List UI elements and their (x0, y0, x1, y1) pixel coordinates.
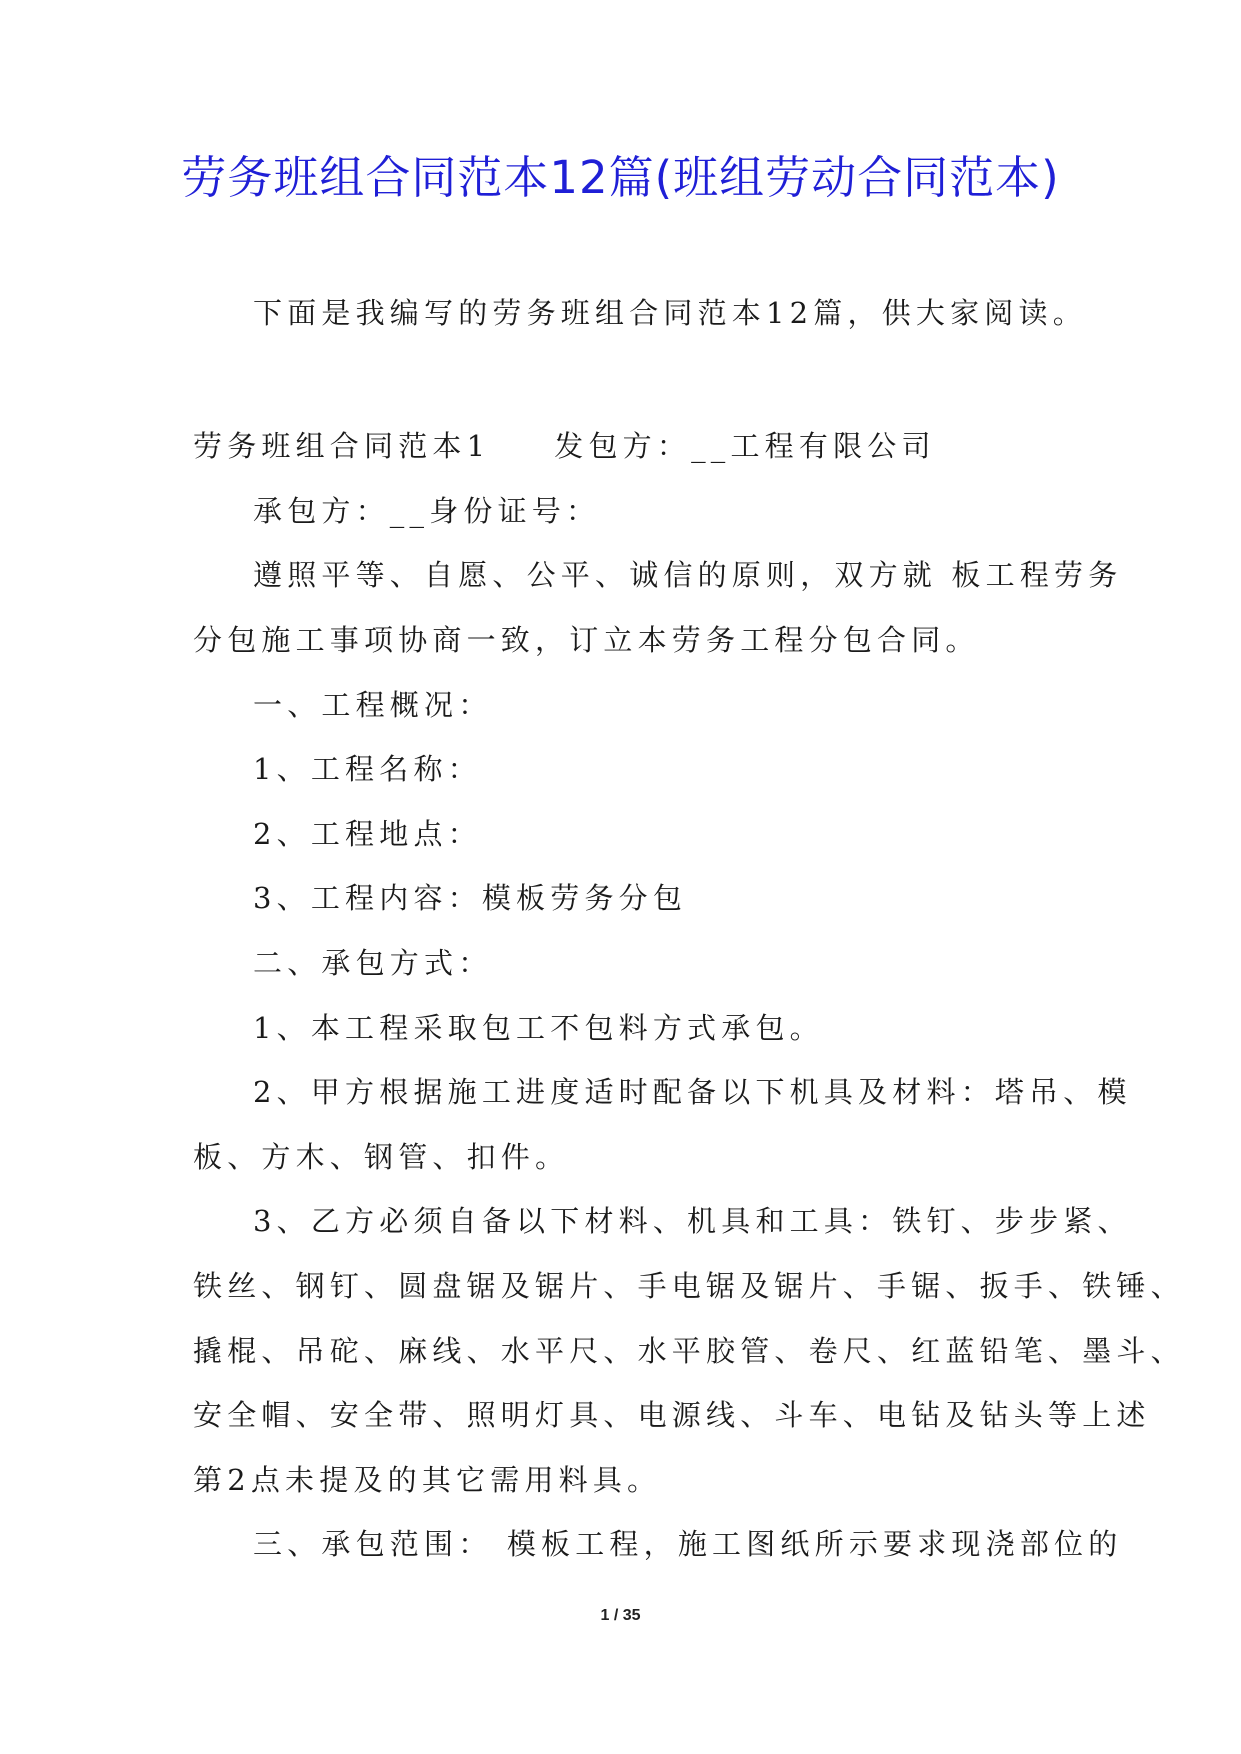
body-line: 承包方：__身份证号： (253, 494, 601, 528)
section-heading: 三、承包范围： 模板工程，施工图纸所示要求现浇部位的 (253, 1527, 1123, 1561)
contractor-party-line: 发包方：__工程有限公司 (554, 429, 936, 463)
section-heading: 二、承包方式： (253, 946, 493, 980)
body-line: 第2点未提及的其它需用料具。 (193, 1463, 662, 1497)
intro-paragraph: 下面是我编写的劳务班组合同范本12篇，供大家阅读。 (253, 296, 1087, 330)
body-line: 1、本工程采取包工不包料方式承包。 (253, 1011, 824, 1045)
body-line: 3、乙方必须自备以下材料、机具和工具：铁钉、步步紧、 (253, 1204, 1132, 1238)
body-line: 2、甲方根据施工进度适时配备以下机具及材料：塔吊、模 (253, 1075, 1132, 1109)
page-number: 1 / 35 (600, 1607, 641, 1624)
section-heading: 一、工程概况： (253, 688, 493, 722)
body-line: 铁丝、钢钉、圆盘锯及锯片、手电锯及锯片、手锯、扳手、铁锤、 (193, 1269, 1185, 1303)
body-line: 3、工程内容：模板劳务分包 (253, 881, 688, 915)
contract-heading-line (193, 426, 1063, 466)
contract-heading-label: 劳务班组合同范本1 (193, 429, 491, 463)
body-line: 2、工程地点： (253, 817, 482, 851)
body-line: 分包施工事项协商一致，订立本劳务工程分包合同。 (193, 623, 980, 657)
body-line: 撬棍、吊砣、麻线、水平尺、水平胶管、卷尺、红蓝铅笔、墨斗、 (193, 1334, 1185, 1368)
document-title: 劳务班组合同范本12篇(班组劳动合同范本) (181, 151, 1060, 204)
body-line: 遵照平等、自愿、公平、诚信的原则，双方就 板工程劳务 (253, 558, 1123, 592)
body-line: 安全帽、安全带、照明灯具、电源线、斗车、电钻及钻头等上述 (193, 1398, 1151, 1432)
body-line: 1、工程名称： (253, 752, 482, 786)
body-line: 板、方木、钢管、扣件。 (193, 1140, 570, 1174)
